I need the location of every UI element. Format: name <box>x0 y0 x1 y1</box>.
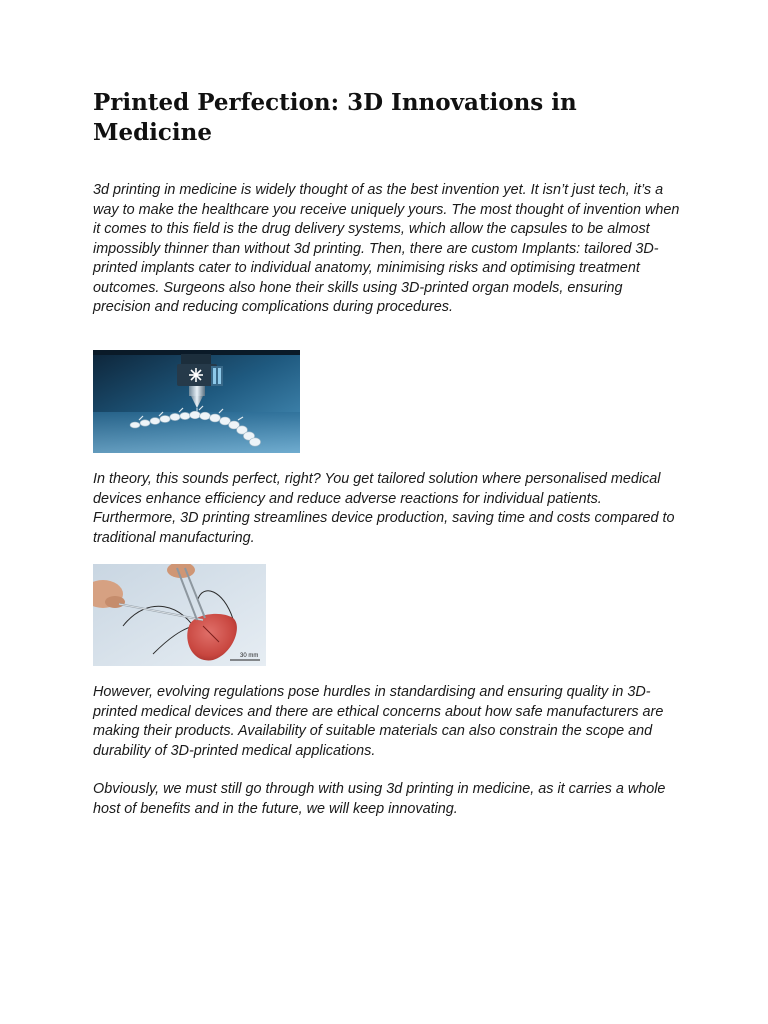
paragraph-intro: 3d printing in medicine is widely thought of as the best invention yet. It isn’t just tech, it’s a way to make the healthcare you receive uniquely yours. The most thought of invention when it comes to this field is the drug delivery systems, which allow the capsules to be almost impossibly thinner than without 3d printing. Then, there are custom Implants: tailored 3D-printed implants cater to individual anatomy, minimising risks and optimising treatment outcomes. Surgeons also hone their skills using 3D-printed organ models, ensuring precision and reducing complications during procedures. <box>93 182 680 315</box>
paragraph-theory: In theory, this sounds perfect, right? You get tailored solution where personalised medical devices enhance efficiency and reduce adverse reactions for individual patients. Furthermore, 3D printing streamlines device production, saving time and costs compared to traditional manufacturing. <box>93 471 675 546</box>
3d-printer-spine-image <box>93 350 300 453</box>
paragraph-concerns: However, evolving regulations pose hurdles in standardising and ensuring quality in 3D-printed medical devices and there are ethical concerns about how safe manufacturers are making their products. Availability of suitable materials can also constrain the scope and durability of 3D-printed medical applications. <box>93 684 664 759</box>
organ-model-suture-image <box>93 564 266 666</box>
page-title: Printed Perfection: 3D Innovations in Medicine <box>93 89 577 146</box>
scale-label: 30 mm <box>240 653 259 659</box>
paragraph-conclusion: Obviously, we must still go through with using 3d printing in medicine, as it carries a whole host of benefits and in the future, we will keep innovating. <box>93 781 666 817</box>
